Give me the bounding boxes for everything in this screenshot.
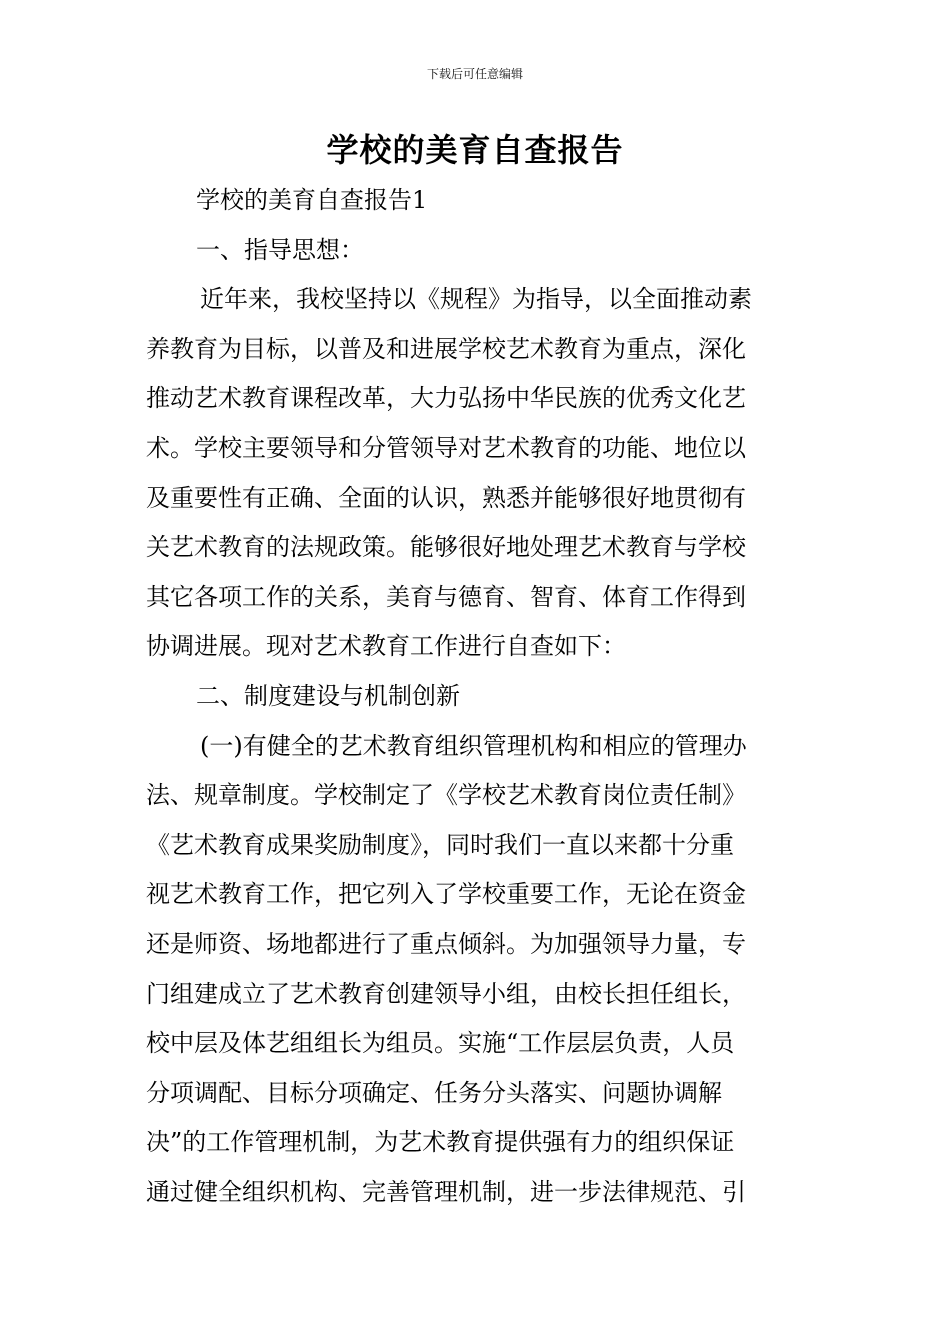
paragraph-line: (一)有健全的艺术教育组织管理机构和相应的管理办 [200, 731, 747, 760]
paragraph-line: 养教育为目标，以普及和进展学校艺术教育为重点，深化 [146, 334, 746, 363]
paragraph-line: 协调进展。现对艺术教育工作进行自查如下： [146, 632, 626, 661]
document-title: 学校的美育自查报告 [326, 131, 624, 169]
paragraph-line: 分项调配、目标分项确定、任务分头落实、问题协调解 [146, 1078, 722, 1107]
paragraph-line: 通过健全组织机构、完善管理机制，进一步法律规范、引 [146, 1177, 746, 1206]
document-body [146, 176, 806, 1217]
paragraph-line: 视艺术教育工作，把它列入了学校重要工作，无论在资金 [146, 880, 746, 909]
paragraph-line: 关艺术教育的法规政策。能够很好地处理艺术教育与学校 [146, 533, 746, 562]
section-subtitle: 学校的美育自查报告1 [196, 186, 428, 214]
paragraph-line: 及重要性有正确、全面的认识，熟悉并能够很好地贯彻有 [146, 483, 746, 512]
paragraph-line: 术。学校主要领导和分管领导对艺术教育的功能、地位以 [146, 433, 746, 462]
paragraph-line: 决”的工作管理机制，为艺术教育提供强有力的组织保证 [146, 1128, 735, 1157]
paragraph-line: 法、规章制度。学校制定了《学校艺术教育岗位责任制》 [146, 781, 746, 810]
header-note: 下载后可任意编辑 [426, 67, 523, 81]
section-heading-guiding-thought: 一、指导思想： [196, 235, 364, 264]
paragraph-line: 近年来，我校坚持以《规程》为指导，以全面推动素 [200, 285, 752, 314]
paragraph-line: 还是师资、场地都进行了重点倾斜。为加强领导力量，专 [146, 929, 746, 958]
paragraph-line: 其它各项工作的关系，美育与德育、智育、体育工作得到 [146, 582, 746, 611]
paragraph-line: 门组建成立了艺术教育创建领导小组，由校长担任组长， [146, 979, 746, 1008]
paragraph-line: 校中层及体艺组组长为组员。实施“工作层层负责，人员 [146, 1029, 735, 1058]
paragraph-line: 推动艺术教育课程改革，大力弘扬中华民族的优秀文化艺 [146, 384, 746, 413]
section-heading-system-building: 二、制度建设与机制创新 [196, 681, 460, 710]
paragraph-line: 《艺术教育成果奖励制度》，同时我们一直以来都十分重 [146, 830, 734, 859]
